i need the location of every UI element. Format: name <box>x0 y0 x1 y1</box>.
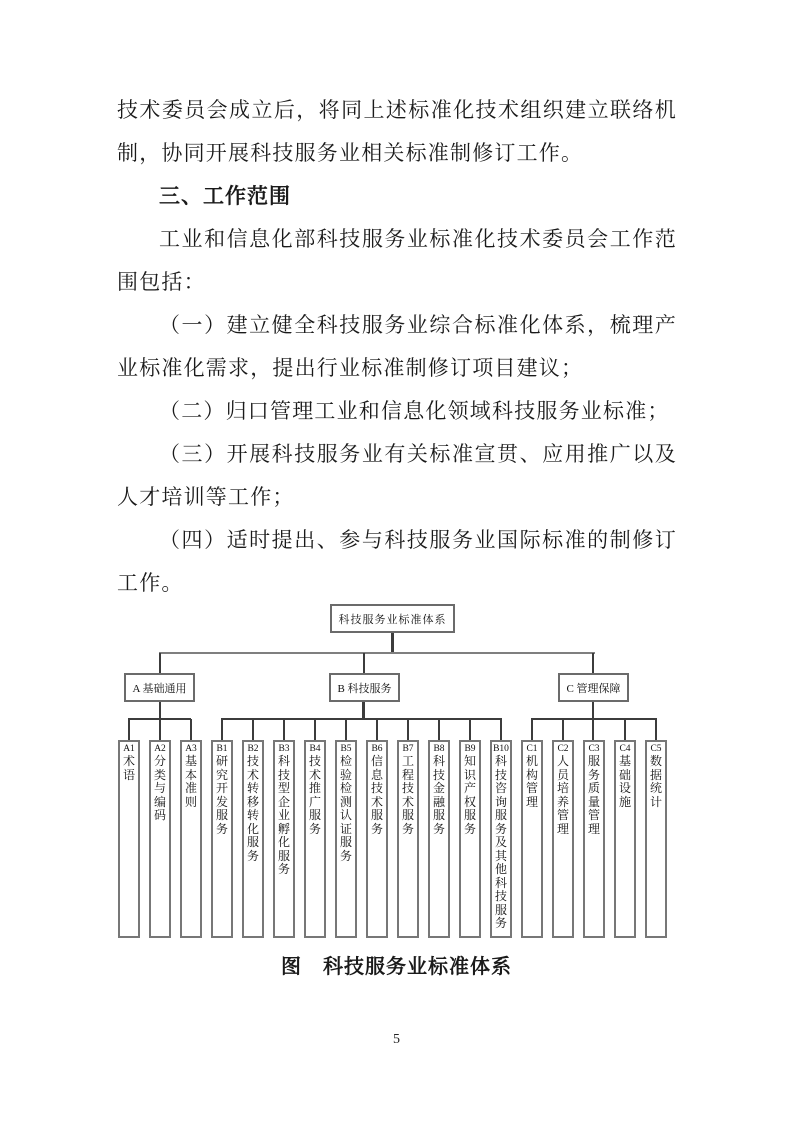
connector-line <box>469 719 471 740</box>
chart-item-code: C5 <box>650 744 662 754</box>
chart-item-b3 <box>273 740 295 938</box>
chart-item-b5 <box>335 740 357 938</box>
chart-item-code: B4 <box>309 744 321 754</box>
connector-line <box>362 701 365 719</box>
chart-item-b7 <box>397 740 419 938</box>
chart-item-code: B7 <box>402 744 414 754</box>
paragraph-5: （三）开展科技服务业有关标准宣贯、应用推广以及人才培训等工作； <box>117 442 677 509</box>
chart-item-code: B2 <box>247 744 259 754</box>
paragraph-1: 技术委员会成立后，将同上述标准化技术组织建立联络机制，协同开展科技服务业相关标准制修订工作。 <box>117 98 677 165</box>
chart-item-label: 技术转移转化服务 <box>246 754 259 863</box>
chart-item-code: C4 <box>619 744 631 754</box>
connector-line <box>283 719 285 740</box>
connector-line <box>592 653 594 673</box>
chart-item-b2 <box>242 740 264 938</box>
connector-line <box>190 719 192 740</box>
page-number: 5 <box>393 1032 400 1047</box>
chart-item-code: B10 <box>493 744 509 754</box>
chart-group-label-a: A 基础通用 <box>132 682 187 695</box>
connector-line <box>592 701 594 719</box>
chart-item-c4 <box>614 740 636 938</box>
chart-group-label-c: C 管理保障 <box>566 682 621 695</box>
chart-group-box-a <box>124 673 195 702</box>
chart-item-code: C1 <box>526 744 538 754</box>
connector-line <box>252 719 254 740</box>
chart-group-box-c <box>558 673 629 702</box>
chart-item-code: B6 <box>371 744 383 754</box>
connector-line <box>391 632 394 654</box>
chart-item-code: A2 <box>154 744 166 754</box>
paragraph-3: （一）建立健全科技服务业综合标准化体系，梳理产业标准化需求，提出行业标准制修订项目建议； <box>117 313 677 380</box>
chart-group-label-b: B 科技服务 <box>337 682 392 695</box>
chart-item-code: B8 <box>433 744 445 754</box>
chart-item-label: 科技咨询服务及其他科技服务 <box>494 754 507 930</box>
connector-line <box>314 719 316 740</box>
paragraph-2: 工业和信息化部科技服务业标准化技术委员会工作范围包括： <box>117 227 677 294</box>
connector-line <box>128 718 191 720</box>
chart-root-label: 科技服务业标准体系 <box>338 613 447 626</box>
chart-item-label: 基础设施 <box>618 754 631 809</box>
chart-item-code: B3 <box>278 744 290 754</box>
connector-line <box>376 719 378 740</box>
chart-item-code: A3 <box>185 744 197 754</box>
chart-item-code: B5 <box>340 744 352 754</box>
chart-item-label: 基本准则 <box>184 754 197 809</box>
chart-item-b6 <box>366 740 388 938</box>
chart-item-b1 <box>211 740 233 938</box>
chart-item-a1 <box>118 740 140 938</box>
chart-item-label: 科技金融服务 <box>432 754 445 836</box>
connector-line <box>624 719 626 740</box>
chart-root-box <box>330 604 455 633</box>
chart-item-label: 技术推广服务 <box>308 754 321 836</box>
connector-line <box>159 701 161 719</box>
connector-line <box>345 719 347 740</box>
connector-line <box>159 719 161 740</box>
paragraph-6: （四）适时提出、参与科技服务业国际标准的制修订工作。 <box>117 528 677 595</box>
connector-line <box>531 719 533 740</box>
connector-line <box>128 719 130 740</box>
connector-line <box>221 718 502 720</box>
chart-item-label: 知识产权服务 <box>463 754 476 836</box>
chart-item-code: A1 <box>123 744 135 754</box>
connector-line <box>562 719 564 740</box>
chart-item-a3 <box>180 740 202 938</box>
paragraph-4: （二）归口管理工业和信息化领域科技服务业标准； <box>159 399 670 423</box>
chart-item-code: B1 <box>216 744 228 754</box>
connector-line <box>655 719 657 740</box>
connector-line <box>531 718 657 720</box>
chart-item-c5 <box>645 740 667 938</box>
chart-item-label: 机构管理 <box>525 754 538 809</box>
connector-line <box>363 653 365 673</box>
connector-line <box>592 719 594 740</box>
section-heading: 三、工作范围 <box>159 185 291 208</box>
chart-item-label: 检验检测认证服务 <box>339 754 352 863</box>
chart-item-c1 <box>521 740 543 938</box>
chart-item-label: 服务质量管理 <box>587 754 600 836</box>
body-text <box>117 89 677 605</box>
connector-line <box>221 719 223 740</box>
chart-item-c2 <box>552 740 574 938</box>
connector-line <box>159 652 595 654</box>
figure-caption: 图 科技服务业标准体系 <box>281 956 512 978</box>
chart-item-label: 科技型企业孵化服务 <box>277 754 290 876</box>
chart-item-b9 <box>459 740 481 938</box>
connector-line <box>159 653 161 673</box>
chart-item-label: 工程技术服务 <box>401 754 414 836</box>
chart-item-code: C3 <box>588 744 600 754</box>
chart-item-label: 信息技术服务 <box>370 754 383 836</box>
chart-item-b10 <box>490 740 512 938</box>
chart-item-code: C2 <box>557 744 569 754</box>
chart-item-b4 <box>304 740 326 938</box>
chart-item-label: 术语 <box>122 754 135 782</box>
chart-item-code: B9 <box>464 744 476 754</box>
chart-item-b8 <box>428 740 450 938</box>
connector-line <box>438 719 440 740</box>
chart-item-c3 <box>583 740 605 938</box>
chart-group-box-b <box>329 673 400 702</box>
connector-line <box>407 719 409 740</box>
chart-item-label: 分类与编码 <box>153 754 166 822</box>
chart-item-label: 数据统计 <box>649 754 662 809</box>
connector-line <box>500 719 502 740</box>
chart-item-a2 <box>149 740 171 938</box>
chart-item-label: 人员培养管理 <box>556 754 569 836</box>
chart-item-label: 研究开发服务 <box>215 754 228 836</box>
